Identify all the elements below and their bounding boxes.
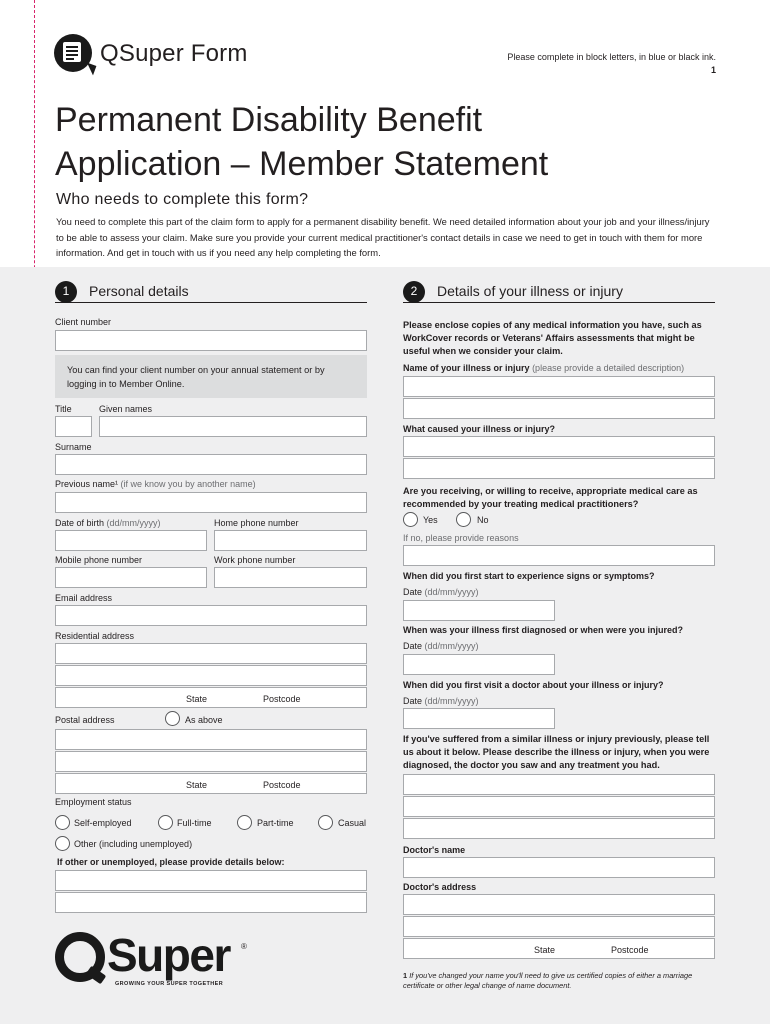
qsuper-logo <box>55 929 255 992</box>
section-1-header <box>55 281 367 303</box>
state-label: State <box>534 945 556 955</box>
other-details-label: If other or unemployed, please provide details below: <box>57 857 285 867</box>
title-line-2: Application – Member Statement <box>55 145 549 183</box>
doctor-visit-label: When did you first visit a doctor about your illness or injury? <box>403 680 664 690</box>
mobile-field[interactable] <box>55 567 207 588</box>
employment-label: Employment status <box>55 797 132 807</box>
section-number-badge: 2 <box>403 281 425 303</box>
doctor-address-line-3[interactable] <box>403 938 715 959</box>
casual-radio[interactable] <box>318 815 333 830</box>
ink-instruction: Please complete in block letters, in blue or black ink. <box>507 52 716 62</box>
full-time-label: Full-time <box>177 818 212 828</box>
footnote <box>403 971 715 991</box>
if-no-label: If no, please provide reasons <box>403 533 519 543</box>
doctor-name-field[interactable] <box>403 857 715 878</box>
other-radio[interactable] <box>55 836 70 851</box>
previous-name-label: Previous name¹ (if we know you by another name) <box>55 479 256 489</box>
work-phone-field[interactable] <box>214 567 367 588</box>
postcode-label: Postcode <box>263 780 301 790</box>
given-names-field[interactable] <box>99 416 367 437</box>
other-details-line-1[interactable] <box>55 870 367 891</box>
cause-line-2[interactable] <box>403 458 715 479</box>
cause-label: What caused your illness or injury? <box>403 424 556 434</box>
other-label: Other (including unemployed) <box>74 839 193 849</box>
dob-label: Date of birth (dd/mm/yyyy) <box>55 518 161 528</box>
client-number-info: You can find your client number on your annual statement or by logging in to Member Online. <box>55 355 367 398</box>
section-2-header <box>403 281 715 303</box>
as-above-label: As above <box>185 715 223 725</box>
doctor-address-label: Doctor's address <box>403 882 477 892</box>
first-signs-label: When did you first start to experience signs or symptoms? <box>403 571 655 581</box>
illness-name-label: Name of your illness or injury (please provide a detailed description) <box>403 363 685 373</box>
other-details-line-2[interactable] <box>55 892 367 913</box>
logo-word: Super <box>107 929 230 981</box>
postal-label: Postal address <box>55 715 115 725</box>
illness-name-line-2[interactable] <box>403 398 715 419</box>
residential-line-3[interactable] <box>55 687 367 708</box>
part-time-label: Part-time <box>257 818 294 828</box>
intro-text: You need to complete this part of the claim form to apply for a permanent disability benefit. We need detailed information about your job and your illness/injury to be able to assess your claim. Make sure you provide your current medical practitioner's contact details in case we need to get in touch with them for more information. And get in touch with us if you need any help completing the form. <box>56 216 710 258</box>
yes-radio[interactable] <box>403 512 418 527</box>
state-label: State <box>186 694 208 704</box>
residential-line-2[interactable] <box>55 665 367 686</box>
previous-name-field[interactable] <box>55 492 367 513</box>
page-number: 1 <box>710 65 716 75</box>
postcode-label: Postcode <box>263 694 301 704</box>
given-names-label: Given names <box>99 404 153 414</box>
postal-line-1[interactable] <box>55 729 367 750</box>
illness-name-line-1[interactable] <box>403 376 715 397</box>
surname-label: Surname <box>55 442 92 452</box>
qsuper-form-icon <box>54 34 92 72</box>
previous-illness-line-2[interactable] <box>403 796 715 817</box>
diagnosed-date-label: Date (dd/mm/yyyy) <box>403 641 479 651</box>
brand-title: QSuper Form <box>100 40 248 67</box>
yes-label: Yes <box>423 515 438 525</box>
footnote-number: 1 <box>403 971 408 980</box>
residential-label: Residential address <box>55 631 135 641</box>
section-title: Details of your illness or injury <box>437 283 623 299</box>
client-number-field[interactable] <box>55 330 367 351</box>
title-label: Title <box>55 404 72 414</box>
doctor-visit-date-label: Date (dd/mm/yyyy) <box>403 696 479 706</box>
page-title <box>55 98 695 186</box>
dob-field[interactable] <box>55 530 207 551</box>
email-label: Email address <box>55 593 113 603</box>
home-phone-label: Home phone number <box>214 518 299 528</box>
title-field[interactable] <box>55 416 92 437</box>
q-logo-tail <box>86 966 106 985</box>
diagnosed-date-field[interactable] <box>403 654 555 675</box>
registered-mark: ® <box>241 942 247 951</box>
enclose-instructions: Please enclose copies of any medical information you have, such as WorkCover records or Veterans' Affairs assessments that might be useful when we consider your claim. <box>403 320 702 356</box>
cause-line-1[interactable] <box>403 436 715 457</box>
self-employed-label: Self-employed <box>74 818 132 828</box>
first-signs-date-field[interactable] <box>403 600 555 621</box>
first-signs-date-label: Date (dd/mm/yyyy) <box>403 587 479 597</box>
previous-illness-line-3[interactable] <box>403 818 715 839</box>
logo-tagline: GROWING YOUR SUPER TOGETHER <box>115 981 224 987</box>
email-field[interactable] <box>55 605 367 626</box>
part-time-radio[interactable] <box>237 815 252 830</box>
section-number-badge: 1 <box>55 281 77 303</box>
postal-line-3[interactable] <box>55 773 367 794</box>
state-label: State <box>186 780 208 790</box>
footnote-text: If you've changed your name you'll need to give us certified copies of either a marriage certificate or other legal change of name document. <box>403 971 693 990</box>
who-heading: Who needs to complete this form? <box>56 191 309 208</box>
section-title: Personal details <box>89 283 189 299</box>
doctor-address-line-2[interactable] <box>403 916 715 937</box>
previous-illness-line-1[interactable] <box>403 774 715 795</box>
form-header <box>54 34 716 80</box>
no-label: No <box>477 515 489 525</box>
client-number-label: Client number <box>55 317 112 327</box>
previous-illness-instructions: If you've suffered from a similar illness or injury previously, please tell us about it below. Please describe the illness or injury, when you were diagnosed, the doctor you saw and any treatment you had. <box>403 734 710 770</box>
full-time-radio[interactable] <box>158 815 173 830</box>
postcode-label: Postcode <box>611 945 649 955</box>
surname-field[interactable] <box>55 454 367 475</box>
work-phone-label: Work phone number <box>214 555 296 565</box>
reasons-field[interactable] <box>403 545 715 566</box>
mobile-label: Mobile phone number <box>55 555 143 565</box>
doctor-name-label: Doctor's name <box>403 845 466 855</box>
casual-label: Casual <box>338 818 367 828</box>
residential-line-1[interactable] <box>55 643 367 664</box>
medical-care-question: Are you receiving, or willing to receive, appropriate medical care as recommended by your treating medical practitioners? <box>403 486 698 509</box>
postal-line-2[interactable] <box>55 751 367 772</box>
self-employed-radio[interactable] <box>55 815 70 830</box>
no-radio[interactable] <box>456 512 471 527</box>
as-above-radio[interactable] <box>165 711 180 726</box>
doctor-address-line-1[interactable] <box>403 894 715 915</box>
diagnosed-label: When was your illness first diagnosed or when were you injured? <box>403 625 684 635</box>
home-phone-field[interactable] <box>214 530 367 551</box>
doctor-visit-date-field[interactable] <box>403 708 555 729</box>
title-line-1: Permanent Disability Benefit <box>55 101 483 139</box>
